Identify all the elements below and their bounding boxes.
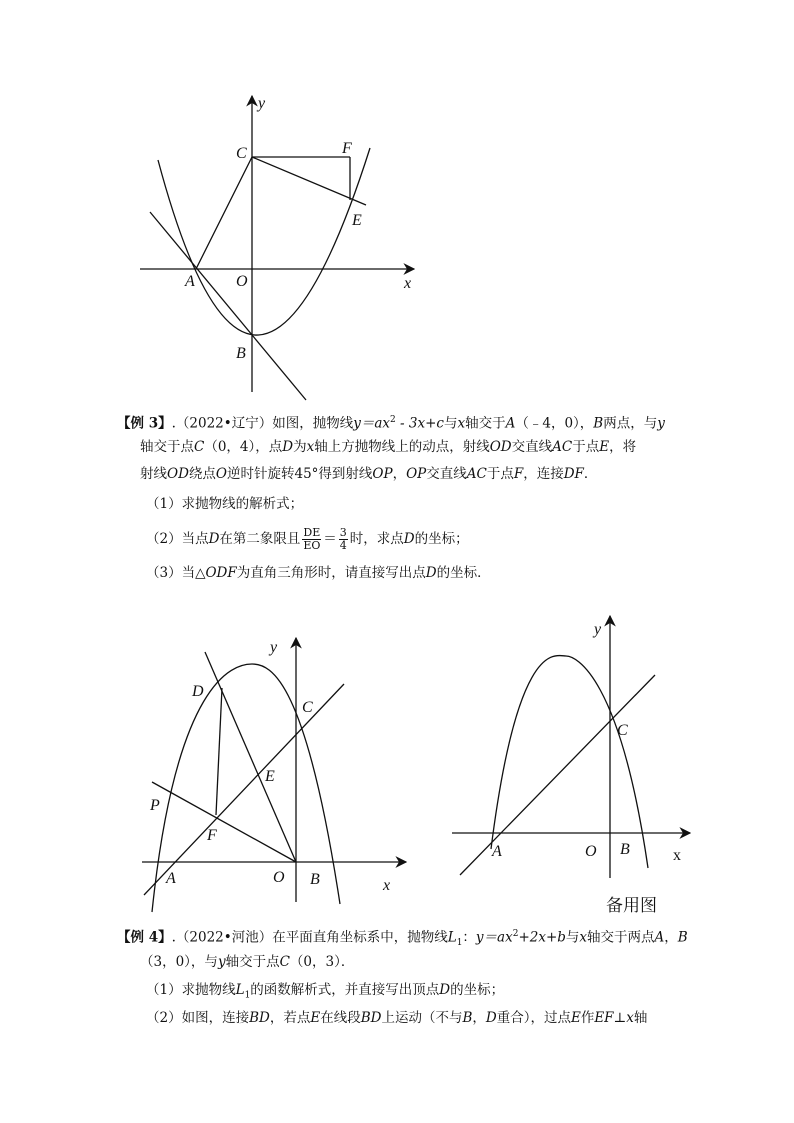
fig1-label-y: y: [258, 95, 266, 112]
fig3-label-o: O: [585, 843, 597, 860]
fig2-label-b: B: [310, 871, 320, 888]
example4-tag: 【例 4】: [117, 929, 172, 946]
fig1-label-e: E: [352, 212, 362, 229]
fig3-label-b: B: [620, 841, 630, 858]
fig1-label-b: B: [236, 345, 246, 362]
fig2-label-y: y: [270, 639, 278, 656]
fig3-caption: 备用图: [606, 896, 657, 915]
example3-question-2: （2）当点D在第二象限且 $\frac{DE}{EO}$ ＝ $\frac{3}{4}$ 时，求点D的坐标；: [146, 526, 469, 552]
fig2-label-c: C: [302, 699, 313, 716]
example3-line1: 【例 3】.（2022•辽宁）如图，抛物线$y=ax^2 - 3x+c$与x轴交于A（﹣4，0），B两点，与y: [117, 415, 665, 432]
fig2-label-x: x: [383, 877, 391, 894]
fig2-line-ac: [144, 684, 344, 895]
fig3-label-c: C: [617, 722, 628, 739]
example3-question-1: （1）求抛物线的解析式；: [146, 496, 304, 512]
fig3-label-x: x: [673, 847, 681, 864]
fig2-label-p: P: [150, 797, 160, 814]
example4-question-2: （2）如图，连接BD，若点E在线段BD上运动（不与B，D重合），过点E作EF⊥x轴: [146, 1010, 648, 1026]
fig2-label-f: F: [207, 827, 217, 844]
fig2-label-a: A: [166, 870, 176, 887]
example3-tag: 【例 3】: [117, 415, 172, 432]
fig1-label-f: F: [342, 140, 352, 157]
example4-question-1: （1）求抛物线$L_1$的函数解析式，并直接写出顶点D的坐标；: [146, 982, 505, 1001]
fig2-label-e: E: [265, 768, 275, 785]
fraction-3-4: $\frac{3}{4}$: [339, 526, 347, 552]
fig3-parabola: [491, 656, 648, 868]
fig1-label-c: C: [236, 145, 247, 162]
fig3-label-y: y: [594, 621, 602, 638]
fig2-label-d: D: [192, 683, 204, 700]
example3-question-3: （3）当△ODF为直角三角形时，请直接写出点D的坐标．: [146, 565, 491, 581]
example4-line1: 【例 4】.（2022•河池）在平面直角坐标系中，抛物线$L_1$：$y=ax^2+2x+b$与x轴交于两点A，B: [117, 929, 688, 949]
fig2-label-o: O: [273, 869, 285, 886]
fig1-label-o: O: [236, 273, 248, 290]
fig1-label-a: A: [185, 273, 195, 290]
example3-line3: 射线OD绕点O逆时针旋转45°得到射线OP，OP交直线AC于点F，连接DF．: [140, 466, 598, 482]
fig3-label-a: A: [492, 843, 502, 860]
fig2-line-df: [216, 688, 222, 815]
fig1-label-x: x: [404, 275, 412, 292]
example4-line2: （3，0），与y轴交于点C（0，3）．: [140, 954, 355, 970]
fig2-line-op: [152, 782, 296, 862]
figure-3: [452, 616, 690, 878]
fraction-de-eo: $\frac{DE}{EO}$: [303, 526, 321, 552]
example3-line2: 轴交于点C（0，4），点D为x轴上方抛物线上的动点，射线OD交直线AC于点E，将: [140, 439, 637, 455]
